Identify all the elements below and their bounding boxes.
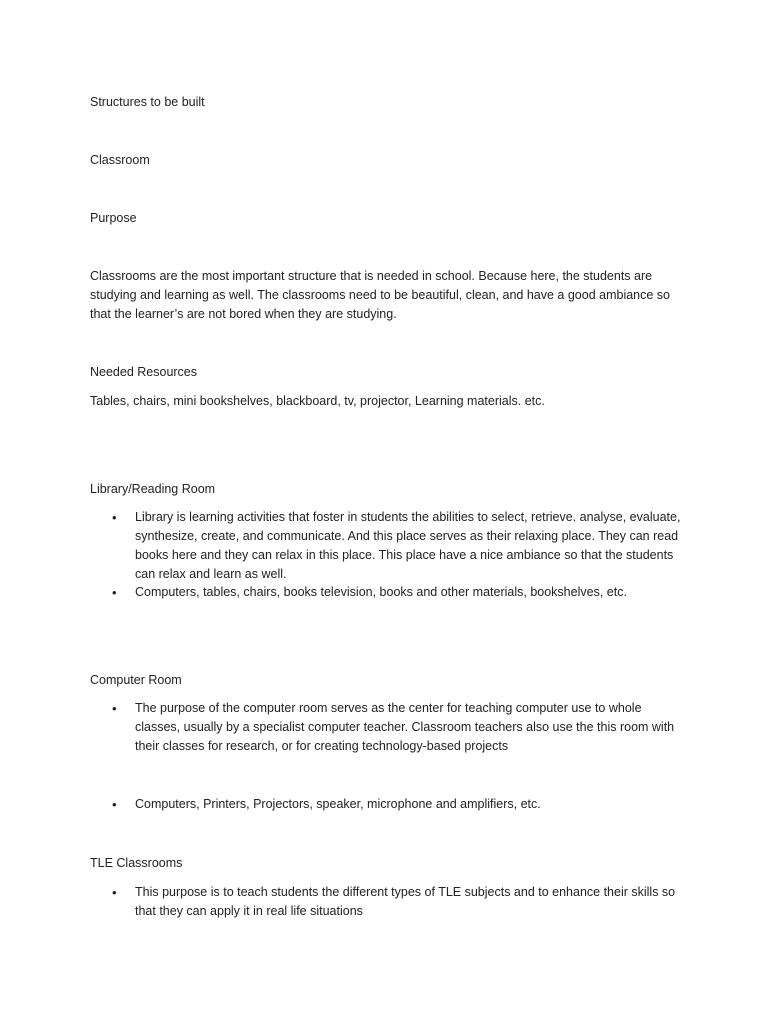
heading-library-reading-room: Library/Reading Room (90, 482, 216, 496)
list-item (90, 795, 690, 814)
classroom-purpose-paragraph: Classrooms are the most important structure that is needed in school. Because here, the students are studying and learning as well. The classrooms need to be beautiful, clean, and have a good ambiance so that the learner’s are not bored when they are studying. (90, 269, 671, 321)
computer-room-bullet-purpose: The purpose of the computer room serves as the center for teaching computer use to whole classes, usually by a specialist computer teacher. Classroom teachers also use the this room with their classes for research, or for creating technology-based projects (135, 701, 675, 753)
heading-purpose: Purpose (90, 211, 137, 225)
list-item (90, 583, 690, 602)
heading-computer-room: Computer Room (90, 673, 182, 687)
list-item (90, 883, 690, 921)
bullet-icon: • (112, 701, 117, 716)
computer-room-bullet-resources: Computers, Printers, Projectors, speaker, microphone and amplifiers, etc. (135, 797, 541, 811)
list-item (90, 699, 690, 756)
heading-classroom: Classroom (90, 153, 150, 167)
bullet-icon: • (112, 510, 117, 525)
bullet-icon: • (112, 585, 117, 600)
bullet-icon: • (112, 885, 117, 900)
heading-structures-to-be-built: Structures to be built (90, 95, 205, 109)
heading-tle-classrooms: TLE Classrooms (90, 856, 183, 870)
list-item (90, 508, 690, 584)
library-bullet-resources: Computers, tables, chairs, books television, books and other materials, bookshelves, etc. (135, 585, 627, 599)
library-bullet-purpose: Library is learning activities that foster in students the abilities to select, retrieve. analyse, evaluate, synthesize, create, and communicate. And this place serves as their relaxing place. They can read books here and they can relax in this place. This place have a nice ambiance so that the students can relax and learn as well. (135, 510, 681, 581)
classroom-resources-paragraph: Tables, chairs, mini bookshelves, blackboard, tv, projector, Learning materials. etc. (90, 394, 545, 408)
tle-bullet-purpose: This purpose is to teach students the different types of TLE subjects and to enhance their skills so that they can apply it in real life situations (135, 885, 676, 918)
heading-needed-resources: Needed Resources (90, 365, 198, 379)
bullet-icon: • (112, 797, 117, 812)
